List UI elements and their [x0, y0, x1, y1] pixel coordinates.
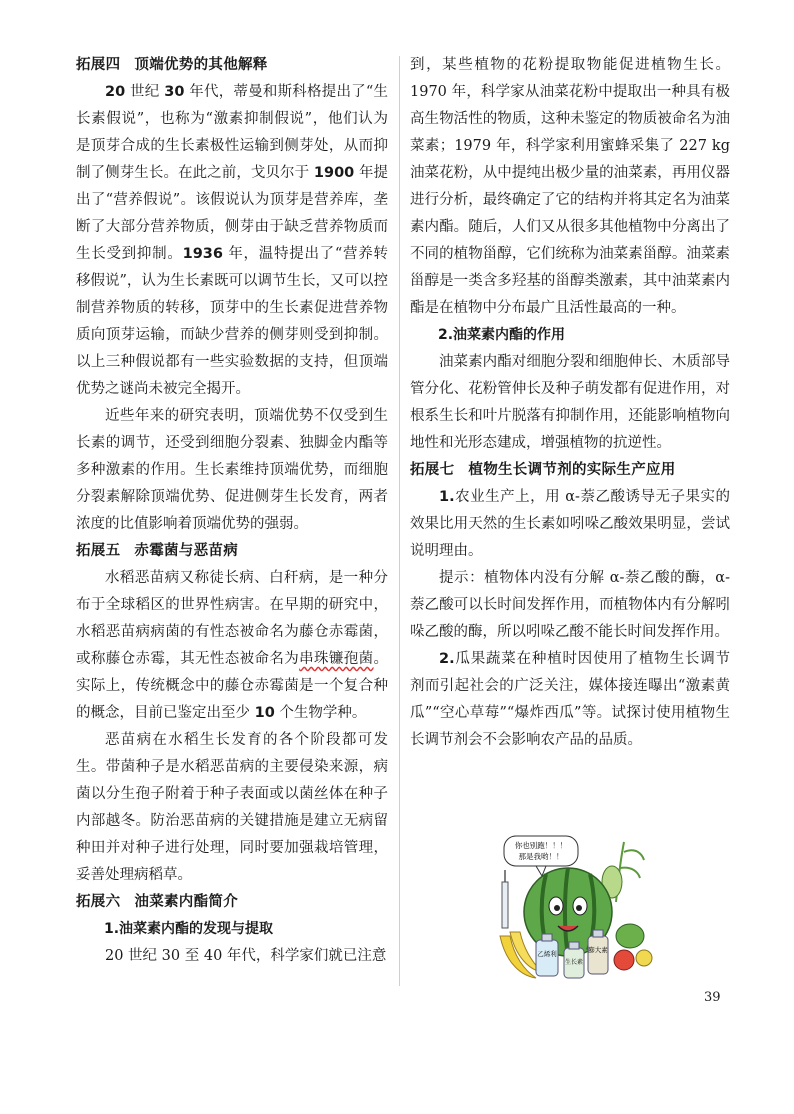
fruit-icon	[636, 950, 652, 966]
text: 年，温特提出了“营养转移假说”，认为生长素既可以调节生长，又可以控制营养物质的转移，顶芽中的生长素促进营养物质向顶芽运输，而缺少营养的侧芽则受到抑制。以上三种假说都有一些实验数据的支持，但顶端优势之谜尚未被完全揭开。	[76, 246, 389, 397]
number: 1936	[182, 246, 223, 262]
text: 世纪	[130, 84, 160, 100]
section-6-subheading-1: 1.油菜素内酯的发现与提取	[104, 921, 274, 937]
text: 。实际上，传统概念中的藤仓赤霉菌是一个复合种的概念，目前已鉴定出至少	[76, 651, 388, 721]
section-label: 拓展五	[76, 543, 121, 559]
section-5-paragraph-2: 恶苗病在水稻生长发育的各个阶段都可发生。带菌种子是水稻恶苗病的主要侵染来源，病菌以分生孢子附着于种子表面或以菌丝体在种子内部越冬。防治恶苗病的关键措施是建立无病留种田并对种子进行处理，同时要加强栽培管理，妥善处理病稻草。	[76, 732, 388, 883]
section-5-title	[76, 538, 388, 565]
text: 年代，蒂曼和斯科格提出了“生长素假说”，也称为“激素抑制假说”，他们认为是顶芽合成的生长素极性运输到侧芽处，从而抑制了侧芽生长。在此之前，戈贝尔于	[76, 84, 389, 181]
right-column	[410, 52, 730, 754]
section-4-paragraph-2: 近些年来的研究表明，顶端优势不仅受到生长素的调节，还受到细胞分裂素、独脚金内酯等多种激素的作用。生长素维持顶端优势，而细胞分裂素解除顶端优势、促进侧芽生长发育，两者浓度的比值影响着顶端优势的强弱。	[76, 408, 388, 532]
bottle-label: 生长素	[564, 959, 584, 966]
section-heading: 植物生长调节剂的实际生产应用	[468, 462, 676, 478]
section-6-paragraph-1-continued: 到，某些植物的花粉提取物能促进植物生长。1970 年，科学家从油菜花粉中提取出一种具有极高生物活性的物质，这种未鉴定的物质被命名为油菜素；1979 年，科学家利用蜜蜂采集了 227 kg 油菜花粉，从中提纯出极少量的油菜素，再用仪器进行分析，最终确定了它的结构并将其定名为油菜素内酯。随后，人们又从很多其他植物中分离出了不同的植物甾醇，它们统称为油菜素甾醇。油菜素甾醇是一类含多羟基的甾醇类激素，其中油菜素内酯是在植物中分布最广且活性最高的一种。	[410, 57, 730, 316]
section-label: 拓展六	[76, 894, 121, 910]
bubble-text-2: 那是我哟！！	[518, 852, 564, 861]
column-divider	[399, 56, 400, 986]
left-column	[76, 52, 388, 970]
section-6-title	[76, 889, 388, 916]
text: 水稻恶苗病又称徒长病、白秆病，是一种分布于全球稻区的世界性病害。在早期的研究中，水稻恶苗病病菌的有性态被命名为藤仓赤霉菌，或称藤仓赤霉，其无性态被命名为	[76, 570, 388, 667]
section-heading: 油菜素内酯简介	[134, 894, 239, 910]
cabbage-icon	[616, 924, 644, 948]
syringe-icon	[502, 882, 508, 928]
section-7-question-1	[410, 484, 730, 565]
section-6-paragraph-2: 油菜素内酯对细胞分裂和细胞伸长、木质部导管分化、花粉管伸长及种子萌发都有促进作用，对根系生长和叶片脱落有抑制作用，还能影响植物向地性和光形态建成，增强植物的抗逆性。	[410, 354, 730, 451]
section-heading: 赤霉菌与恶苗病	[134, 543, 239, 559]
section-7-hint: 提示：植物体内没有分解 α-萘乙酸的酶，α-萘乙酸可以长时间发挥作用，而植物体内有分解吲哚乙酸的酶，所以吲哚乙酸不能长时间发挥作用。	[410, 570, 730, 640]
tomato-icon	[614, 950, 634, 970]
text: 个生物学种。	[279, 705, 367, 721]
wavy-underlined-term: 串珠镰孢菌	[299, 651, 374, 667]
bubble-text-1: 你也别跑！！！	[514, 841, 568, 850]
text: 农业生产上，用 α-萘乙酸诱导无子果实的效果比用天然的生长素如吲哚乙酸效果明显，尝试说明理由。	[410, 489, 730, 559]
number: 1900	[313, 165, 355, 181]
question-number: 2.	[439, 651, 455, 667]
number: 10	[254, 705, 275, 721]
section-7-title	[410, 457, 730, 484]
text: 瓜果蔬菜在种植时因使用了植物生长调节剂而引起社会的广泛关注，媒体接连曝出“激素黄瓜”“空心草莓”“爆炸西瓜”等。试探讨使用植物生长调节剂会不会影响农产品的品质。	[410, 651, 730, 748]
number: 20	[105, 84, 126, 100]
page-number: 39	[704, 990, 721, 1005]
section-6-subheading-2: 2.油菜素内酯的作用	[438, 327, 566, 343]
number: 30	[164, 84, 185, 100]
section-7-question-2	[410, 646, 730, 754]
bottle-label: 乙烯利	[537, 950, 557, 958]
section-label: 拓展四	[76, 57, 121, 73]
bottle-icon	[588, 936, 608, 974]
question-number: 1.	[439, 489, 455, 505]
section-4-title	[76, 52, 388, 79]
section-5-paragraph-1	[76, 565, 388, 727]
watermelon-cartoon-illustration	[496, 832, 654, 982]
bottle-label: 膨大素	[588, 946, 608, 954]
bottle-icon	[536, 940, 558, 976]
section-heading: 顶端优势的其他解释	[134, 57, 268, 73]
text: 年提出了“营养假说”。该假说认为顶芽是营养库，垄断了大部分营养物质，侧芽由于缺乏营养物质而生长受到抑制。	[76, 165, 389, 262]
section-label: 拓展七	[410, 462, 455, 478]
section-4-paragraph-1	[76, 79, 388, 403]
section-6-paragraph-1: 20 世纪 30 至 40 年代，科学家们就已注意	[105, 948, 387, 964]
